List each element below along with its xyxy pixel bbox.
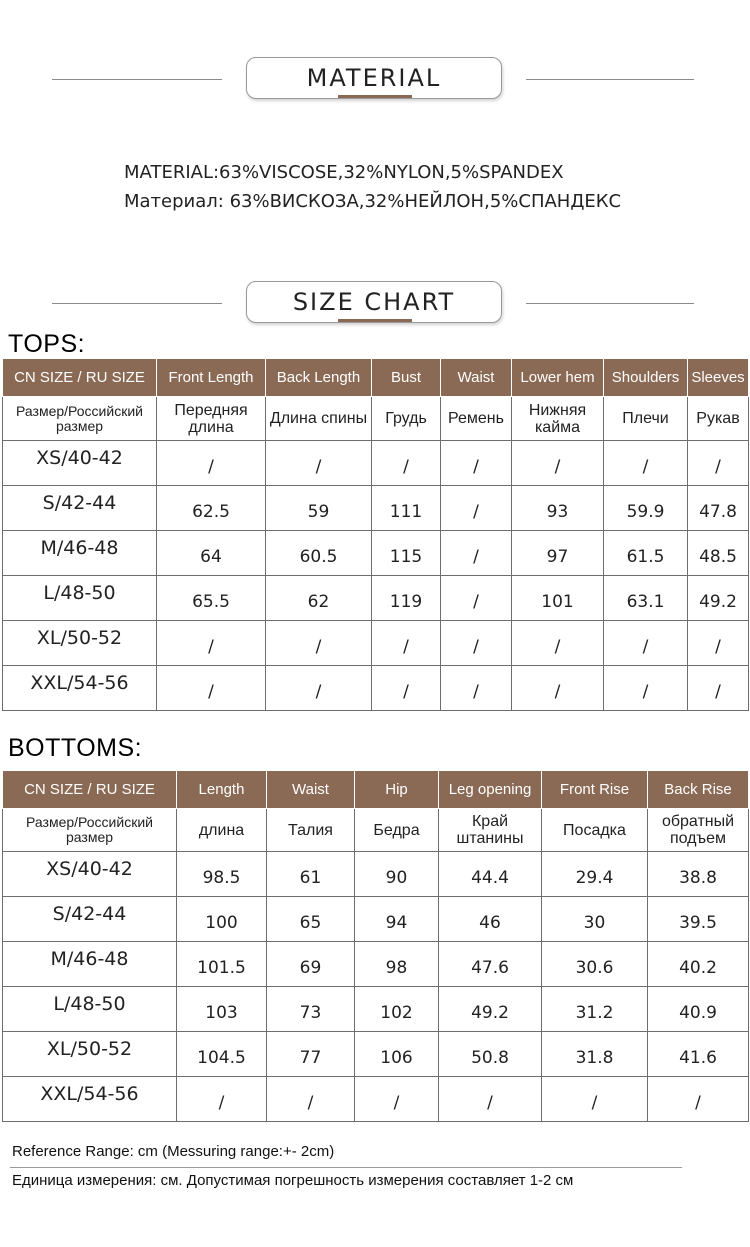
table-row: [3, 897, 749, 942]
size-label-cell: XS/40-42: [3, 441, 157, 486]
measurement-cell: 38.8: [648, 852, 749, 897]
header-ru-cell: Талия: [267, 809, 355, 852]
size-label-cell: S/42-44: [3, 486, 157, 531]
header-en-cell: Lower hem: [512, 359, 604, 397]
measurement-cell: 98: [355, 942, 439, 987]
tops-table-body: [3, 441, 749, 711]
measurement-cell: 94: [355, 897, 439, 942]
header-rule-right: [526, 79, 694, 80]
tops-title: TOPS:: [8, 330, 86, 358]
header-ru-cell: Размер/Российский размер: [3, 809, 177, 852]
material-line-ru: Материал: 63%ВИСКОЗА,32%НЕЙЛОН,5%СПАНДЕКС: [124, 191, 622, 212]
size-label-cell: M/46-48: [3, 942, 177, 987]
header-en-cell: Hip: [355, 771, 439, 809]
measurement-cell: /: [177, 1077, 267, 1122]
table-row: [3, 666, 749, 711]
header-en-cell: Front Rise: [542, 771, 648, 809]
measurement-cell: /: [604, 666, 688, 711]
measurement-cell: 50.8: [439, 1032, 542, 1077]
measurement-cell: /: [441, 621, 512, 666]
measurement-cell: /: [512, 621, 604, 666]
size-label-cell: XXL/54-56: [3, 1077, 177, 1122]
measurement-cell: /: [688, 621, 749, 666]
measurement-cell: /: [441, 576, 512, 621]
measurement-cell: 90: [355, 852, 439, 897]
tops-header-row-en: [3, 359, 749, 397]
measurement-cell: /: [157, 441, 266, 486]
measurement-cell: /: [372, 621, 441, 666]
measurement-cell: 106: [355, 1032, 439, 1077]
material-header-title: MATERIAL: [246, 57, 502, 99]
measurement-cell: /: [648, 1077, 749, 1122]
table-row: [3, 441, 749, 486]
measurement-cell: /: [512, 666, 604, 711]
measurement-cell: 48.5: [688, 531, 749, 576]
header-rule-right: [526, 303, 694, 304]
measurement-cell: 47.8: [688, 486, 749, 531]
bottoms-table-body: [3, 852, 749, 1122]
table-row: [3, 1077, 749, 1122]
measurement-cell: 104.5: [177, 1032, 267, 1077]
measurement-cell: 40.9: [648, 987, 749, 1032]
header-ru-cell: Ремень: [441, 397, 512, 441]
measurement-cell: /: [266, 666, 372, 711]
header-ru-cell: Посадка: [542, 809, 648, 852]
measurement-cell: 44.4: [439, 852, 542, 897]
header-en-cell: Waist: [441, 359, 512, 397]
header-accent-bar: [338, 95, 412, 98]
table-row: [3, 621, 749, 666]
header-ru-cell: Рукав: [688, 397, 749, 441]
measurement-cell: 103: [177, 987, 267, 1032]
measurement-cell: 98.5: [177, 852, 267, 897]
header-ru-cell: Грудь: [372, 397, 441, 441]
measurement-cell: /: [688, 666, 749, 711]
size-label-cell: L/48-50: [3, 987, 177, 1032]
table-row: [3, 576, 749, 621]
table-row: [3, 852, 749, 897]
measurement-cell: 64: [157, 531, 266, 576]
measurement-cell: /: [372, 441, 441, 486]
size-label-cell: XL/50-52: [3, 1032, 177, 1077]
table-row: [3, 987, 749, 1032]
header-ru-cell: Край штанины: [439, 809, 542, 852]
measurement-cell: 65: [267, 897, 355, 942]
measurement-cell: /: [267, 1077, 355, 1122]
header-ru-cell: Длина спины: [266, 397, 372, 441]
tops-header-row-ru: [3, 397, 749, 441]
measurement-cell: 62.5: [157, 486, 266, 531]
measurement-cell: /: [266, 441, 372, 486]
reference-range-ru: Единица измерения: см. Допустимая погрешность измерения составляет 1-2 см: [12, 1172, 574, 1189]
size-label-cell: XS/40-42: [3, 852, 177, 897]
header-en-cell: Front Length: [157, 359, 266, 397]
measurement-cell: 102: [355, 987, 439, 1032]
header-rule-left: [52, 79, 222, 80]
measurement-cell: 61.5: [604, 531, 688, 576]
measurement-cell: /: [441, 531, 512, 576]
measurement-cell: /: [441, 666, 512, 711]
header-en-cell: Waist: [267, 771, 355, 809]
size-label-cell: XXL/54-56: [3, 666, 157, 711]
material-header: [0, 57, 750, 103]
measurement-cell: 46: [439, 897, 542, 942]
measurement-cell: 59.9: [604, 486, 688, 531]
measurement-cell: 47.6: [439, 942, 542, 987]
measurement-cell: 73: [267, 987, 355, 1032]
header-en-cell: Sleeves: [688, 359, 749, 397]
measurement-cell: 31.2: [542, 987, 648, 1032]
measurement-cell: 41.6: [648, 1032, 749, 1077]
header-en-cell: Back Rise: [648, 771, 749, 809]
header-ru-cell: Нижняя кайма: [512, 397, 604, 441]
header-rule-left: [52, 303, 222, 304]
measurement-cell: 59: [266, 486, 372, 531]
header-ru-cell: длина: [177, 809, 267, 852]
measurement-cell: /: [688, 441, 749, 486]
measurement-cell: 49.2: [688, 576, 749, 621]
tops-size-table: [2, 358, 749, 711]
header-ru-cell: Передняя длина: [157, 397, 266, 441]
table-row: [3, 486, 749, 531]
size-label-cell: L/48-50: [3, 576, 157, 621]
size-chart-header-title: SIZE CHART: [246, 281, 502, 323]
measurement-cell: 65.5: [157, 576, 266, 621]
measurement-cell: /: [512, 441, 604, 486]
measurement-cell: /: [441, 441, 512, 486]
header-ru-cell: Бедра: [355, 809, 439, 852]
measurement-cell: 101: [512, 576, 604, 621]
measurement-cell: 30.6: [542, 942, 648, 987]
table-row: [3, 531, 749, 576]
header-ru-cell: Размер/Российский размер: [3, 397, 157, 441]
measurement-cell: 69: [267, 942, 355, 987]
size-chart-header: [0, 281, 750, 327]
measurement-cell: 63.1: [604, 576, 688, 621]
header-en-cell: Shoulders: [604, 359, 688, 397]
measurement-cell: 115: [372, 531, 441, 576]
header-ru-cell: Плечи: [604, 397, 688, 441]
header-en-cell: CN SIZE / RU SIZE: [3, 359, 157, 397]
header-en-cell: Leg opening: [439, 771, 542, 809]
bottoms-title: BOTTOMS:: [8, 734, 143, 762]
measurement-cell: 111: [372, 486, 441, 531]
header-en-cell: CN SIZE / RU SIZE: [3, 771, 177, 809]
size-label-cell: XL/50-52: [3, 621, 157, 666]
measurement-cell: 60.5: [266, 531, 372, 576]
measurement-cell: 30: [542, 897, 648, 942]
material-line-en: MATERIAL:63%VISCOSE,32%NYLON,5%SPANDEX: [124, 162, 564, 183]
measurement-cell: 100: [177, 897, 267, 942]
measurement-cell: 39.5: [648, 897, 749, 942]
header-en-cell: Back Length: [266, 359, 372, 397]
material-description: [124, 158, 621, 216]
measurement-cell: 40.2: [648, 942, 749, 987]
measurement-cell: 93: [512, 486, 604, 531]
reference-range-en: Reference Range: cm (Messuring range:+- 2cm): [12, 1143, 335, 1160]
measurement-cell: /: [604, 441, 688, 486]
reference-divider: [10, 1167, 682, 1168]
measurement-cell: /: [439, 1077, 542, 1122]
size-label-cell: M/46-48: [3, 531, 157, 576]
measurement-cell: /: [157, 666, 266, 711]
measurement-cell: 97: [512, 531, 604, 576]
measurement-cell: 49.2: [439, 987, 542, 1032]
measurement-cell: 101.5: [177, 942, 267, 987]
header-en-cell: Length: [177, 771, 267, 809]
size-label-cell: S/42-44: [3, 897, 177, 942]
header-accent-bar: [338, 319, 412, 322]
bottoms-header-row-ru: [3, 809, 749, 852]
table-row: [3, 942, 749, 987]
measurement-cell: /: [266, 621, 372, 666]
bottoms-size-table: [2, 770, 749, 1122]
header-en-cell: Bust: [372, 359, 441, 397]
measurement-cell: 62: [266, 576, 372, 621]
measurement-cell: /: [355, 1077, 439, 1122]
measurement-cell: 29.4: [542, 852, 648, 897]
measurement-cell: /: [604, 621, 688, 666]
measurement-cell: /: [372, 666, 441, 711]
measurement-cell: /: [542, 1077, 648, 1122]
measurement-cell: 119: [372, 576, 441, 621]
measurement-cell: 31.8: [542, 1032, 648, 1077]
measurement-cell: /: [441, 486, 512, 531]
bottoms-header-row-en: [3, 771, 749, 809]
measurement-cell: /: [157, 621, 266, 666]
measurement-cell: 77: [267, 1032, 355, 1077]
measurement-cell: 61: [267, 852, 355, 897]
header-ru-cell: обратный подъем: [648, 809, 749, 852]
table-row: [3, 1032, 749, 1077]
